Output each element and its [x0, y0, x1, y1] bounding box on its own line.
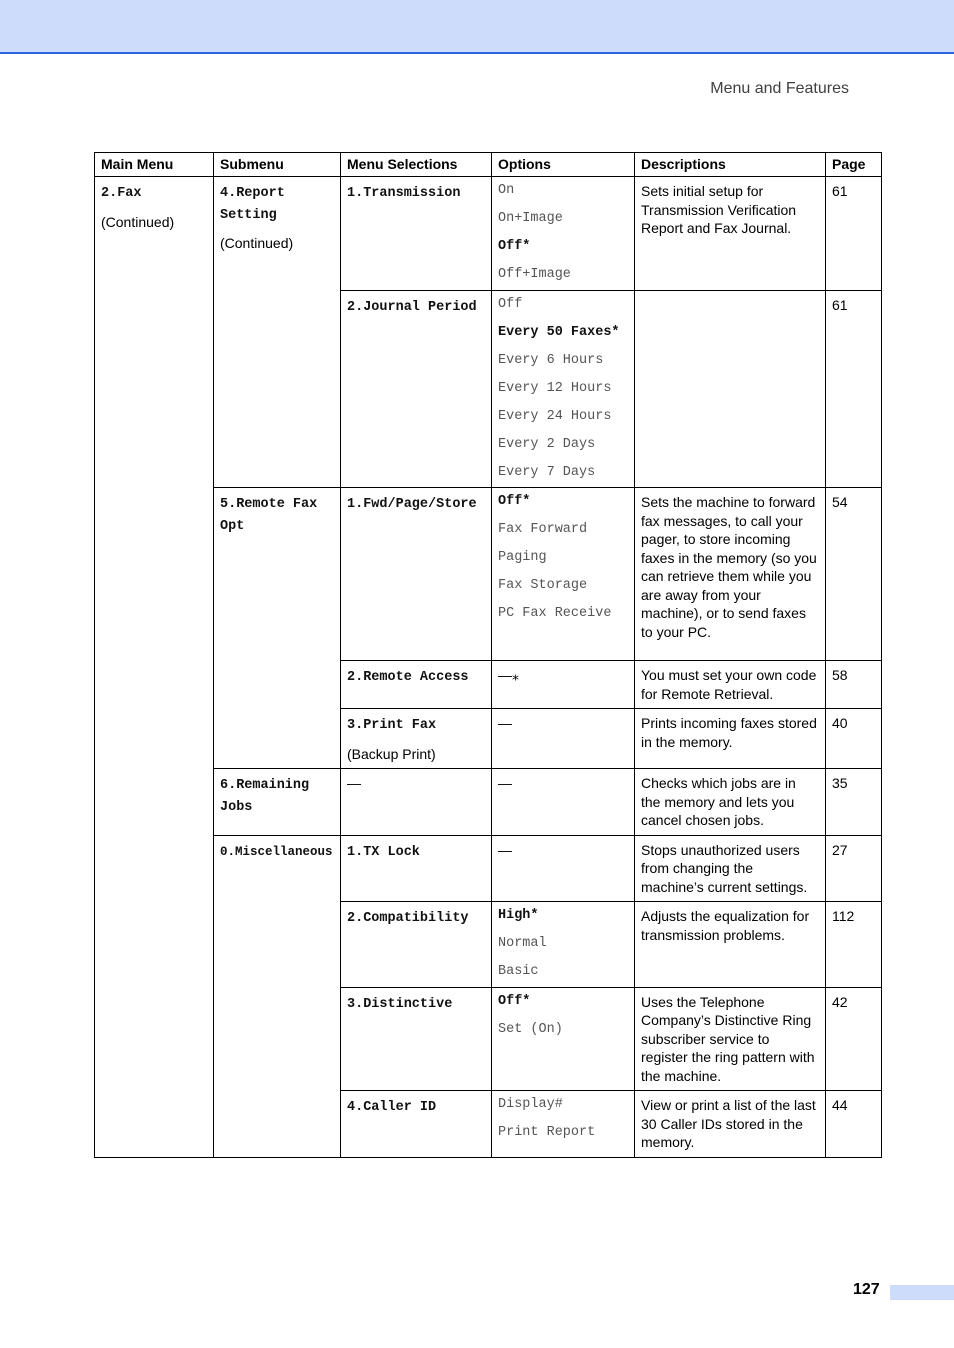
submenu-code: 4.Report Setting: [220, 186, 285, 223]
menu-selection: 2.Remote Access: [347, 670, 469, 685]
options-cell: [492, 290, 635, 488]
submenu-remote-cell: [214, 488, 341, 769]
option: Normal: [498, 936, 547, 951]
main-menu-cell: [95, 177, 214, 1158]
option: —: [498, 775, 512, 791]
page-tab-marker: [890, 1285, 954, 1300]
option: Basic: [498, 964, 539, 979]
description: Sets initial setup for Transmission Verification Report and Fax Journal.: [635, 177, 826, 291]
option: Every 7 Days: [498, 464, 596, 480]
header-menu-selections: Menu Selections: [341, 153, 492, 177]
menu-selection: 4.Caller ID: [347, 1100, 437, 1115]
menu-features-table: [94, 152, 882, 1158]
options-cell: [492, 177, 635, 291]
header-submenu: Submenu: [214, 153, 341, 177]
submenu-code: 0.Miscellaneous: [220, 844, 333, 859]
option: Off+Image: [498, 267, 571, 282]
option: Display#: [498, 1097, 563, 1112]
option: —: [498, 841, 512, 858]
options-cell: [492, 902, 635, 988]
page-ref: 40: [826, 709, 882, 769]
page-ref: 58: [826, 661, 882, 709]
page-ref: 61: [826, 290, 882, 488]
menu-selection: 1.TX Lock: [347, 844, 420, 860]
page-ref: 112: [826, 902, 882, 988]
options-cell: [492, 769, 635, 836]
description: Sets the machine to forward fax messages, to call your pager, to store incoming faxes in the memory (so you can retrieve them while you are away from your machine), or to send faxes to your PC.: [635, 488, 826, 661]
option: Every 2 Days: [498, 436, 596, 452]
page-ref: 27: [826, 835, 882, 902]
option: Every 12 Hours: [498, 380, 612, 396]
main-menu-note: (Continued): [101, 213, 175, 230]
option: Every 24 Hours: [498, 408, 612, 424]
page-ref: 35: [826, 769, 882, 836]
options-cell: [492, 1091, 635, 1158]
option-default: Off*: [498, 239, 531, 254]
options-cell: [492, 661, 635, 709]
option: —⁎: [498, 667, 519, 683]
menu-selection: 1.Fwd/Page/Store: [347, 497, 477, 512]
options-cell: [492, 709, 635, 769]
main-menu-code: 2.Fax: [101, 186, 142, 201]
header-descriptions: Descriptions: [635, 153, 826, 177]
option: Every 6 Hours: [498, 352, 604, 368]
option: On+Image: [498, 211, 563, 226]
description: Prints incoming faxes stored in the memory.: [635, 709, 826, 769]
options-cell: [492, 835, 635, 902]
page-ref: 44: [826, 1091, 882, 1158]
options-cell: [492, 488, 635, 661]
menu-selection: —: [341, 769, 492, 836]
option: Fax Storage: [498, 578, 588, 593]
description: View or print a list of the last 30 Caller IDs stored in the memory.: [635, 1091, 826, 1158]
header-band: [0, 0, 954, 54]
menu-selection: 3.Print Fax: [347, 718, 437, 733]
header-options: Options: [492, 153, 635, 177]
table-row: [95, 835, 882, 902]
header-main-menu: Main Menu: [95, 153, 214, 177]
submenu-code: 6.Remaining Jobs: [220, 778, 310, 815]
option: —: [498, 715, 512, 731]
option-default: Off*: [498, 494, 531, 509]
table-row: [95, 177, 882, 291]
page-ref: 42: [826, 987, 882, 1091]
description: Adjusts the equalization for transmission problems.: [635, 902, 826, 988]
menu-selection: 3.Distinctive: [347, 996, 453, 1012]
menu-selection: 2.Compatibility: [347, 911, 469, 926]
options-cell: [492, 987, 635, 1091]
option: Set (On): [498, 1021, 563, 1037]
description: [635, 290, 826, 488]
option: Print Report: [498, 1125, 596, 1140]
table-row: [95, 488, 882, 661]
option: Off: [498, 296, 523, 312]
description: Stops unauthorized users from changing the machine’s current settings.: [635, 835, 826, 902]
header-page: Page: [826, 153, 882, 177]
option-default: Off*: [498, 993, 531, 1009]
page-ref: 54: [826, 488, 882, 661]
submenu-note: (Continued): [220, 235, 294, 251]
option: On: [498, 183, 515, 198]
running-header: Menu and Features: [710, 80, 849, 97]
table-row: [95, 769, 882, 836]
option-default: Every 50 Faxes*: [498, 324, 620, 340]
option: Fax Forward: [498, 522, 588, 537]
page-number: 127: [853, 1281, 880, 1298]
option: Paging: [498, 550, 547, 565]
submenu-code: 5.Remote Fax Opt: [220, 497, 318, 534]
menu-selection: 2.Journal Period: [347, 299, 477, 315]
menu-selection: 1.Transmission: [347, 186, 461, 201]
page-ref: 61: [826, 177, 882, 291]
option: PC Fax Receive: [498, 606, 612, 621]
description: You must set your own code for Remote Retrieval.: [635, 661, 826, 709]
selection-note: (Backup Print): [347, 745, 436, 762]
option-default: High*: [498, 908, 539, 923]
description: Checks which jobs are in the memory and lets you cancel chosen jobs.: [635, 769, 826, 836]
table-header-row: [95, 153, 882, 177]
submenu-misc-cell: [214, 835, 341, 1157]
description: Uses the Telephone Company’s Distinctive Ring subscriber service to register the ring pattern with the machine.: [635, 987, 826, 1091]
submenu-report-cell: [214, 177, 341, 488]
submenu-remaining-cell: [214, 769, 341, 836]
